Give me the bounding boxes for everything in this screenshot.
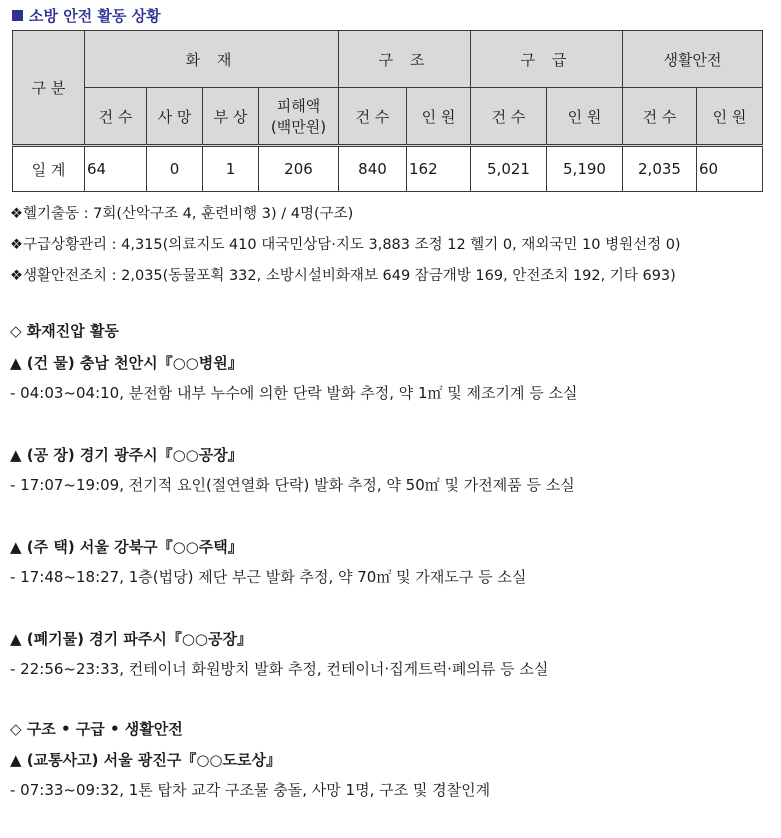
stats-table: [12, 30, 763, 192]
group-safety: 생활안전: [623, 31, 763, 88]
fire-item-detail: - 17:07~19:09, 전기적 요인(절연열화 단락) 발화 추정, 약 50㎡ 및 가전제품 등 소실: [10, 476, 575, 494]
cell-fire-count: 64: [85, 146, 147, 192]
fire-section-heading: ◇ 화재진압 활동: [10, 322, 119, 340]
col-fire-damage-line1: 피해액: [276, 97, 321, 115]
notes-list: [10, 199, 681, 292]
group-fire: 화 재: [85, 31, 339, 88]
cell-rescue-count: 840: [339, 146, 407, 192]
col-fire-injury: 부 상: [203, 88, 259, 146]
rescue-item-detail: - 07:33~09:32, 1톤 탑차 교각 구조물 충돌, 사망 1명, 구조 및 경찰인계: [10, 781, 491, 799]
table-row: [13, 146, 763, 192]
col-fire-damage-line2: (백만원): [270, 118, 327, 136]
note-safety-actions: ❖생활안전조치 : 2,035(동물포획 332, 소방시설비화재보 649 잠금개방 169, 안전조치 192, 기타 693): [10, 268, 676, 284]
rescue-section-heading: ◇ 구조 • 구급 • 생활안전: [10, 720, 183, 738]
col-fire-count: 건 수: [85, 88, 147, 146]
cell-ems-count: 5,021: [471, 146, 547, 192]
col-safety-count: 건 수: [623, 88, 697, 146]
section-title: [12, 5, 161, 26]
row-header: 구 분: [13, 31, 85, 146]
row-label: 일 계: [13, 146, 85, 192]
col-rescue-people: 인 원: [407, 88, 471, 146]
note-helicopter: ❖헬기출동 : 7회(산악구조 4, 훈련비행 3) / 4명(구조): [10, 206, 354, 222]
square-bullet-icon: [12, 10, 23, 21]
group-ems: 구 급: [471, 31, 623, 88]
fire-item-detail: - 22:56~23:33, 컨테이너 화원방치 발화 추정, 컨테이너·집게트럭·폐의류 등 소실: [10, 660, 549, 678]
col-ems-count: 건 수: [471, 88, 547, 146]
cell-rescue-people: 162: [407, 146, 471, 192]
cell-ems-people: 5,190: [547, 146, 623, 192]
group-rescue: 구 조: [339, 31, 471, 88]
cell-safety-count: 2,035: [623, 146, 697, 192]
cell-fire-injury: 1: [203, 146, 259, 192]
cell-safety-people: 60: [697, 146, 763, 192]
cell-fire-death: 0: [147, 146, 203, 192]
fire-item-detail: - 17:48~18:27, 1층(법당) 제단 부근 발화 추정, 약 70㎡ 및 가재도구 등 소실: [10, 568, 527, 586]
col-fire-damage: [259, 88, 339, 146]
fire-item-head: ▲ (공 장) 경기 광주시『○○공장』: [10, 446, 243, 464]
fire-item-head: ▲ (폐기물) 경기 파주시『○○공장』: [10, 630, 252, 648]
section-title-text: 소방 안전 활동 상황: [29, 7, 161, 25]
note-ems-management: ❖구급상황관리 : 4,315(의료지도 410 대국민상담·지도 3,883 조정 12 헬기 0, 재외국민 10 병원선정 0): [10, 237, 681, 253]
fire-item-detail: - 04:03~04:10, 분전함 내부 누수에 의한 단락 발화 추정, 약 1㎡ 및 제조기계 등 소실: [10, 384, 578, 402]
col-ems-people: 인 원: [547, 88, 623, 146]
rescue-item-head: ▲ (교통사고) 서울 광진구『○○도로상』: [10, 751, 281, 769]
col-rescue-count: 건 수: [339, 88, 407, 146]
cell-fire-damage: 206: [259, 146, 339, 192]
col-safety-people: 인 원: [697, 88, 763, 146]
fire-item-head: ▲ (건 물) 충남 천안시『○○병원』: [10, 354, 243, 372]
col-fire-death: 사 망: [147, 88, 203, 146]
fire-item-head: ▲ (주 택) 서울 강북구『○○주택』: [10, 538, 243, 556]
